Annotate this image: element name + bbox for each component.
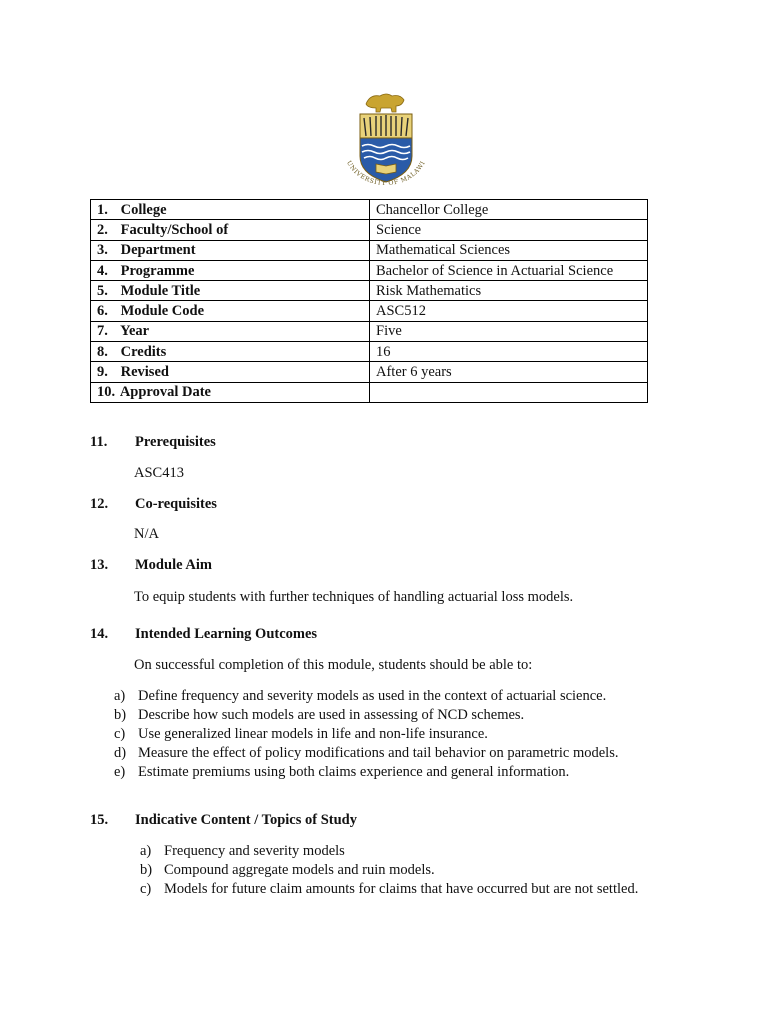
section-heading-indicative-content: 15. Indicative Content / Topics of Study (90, 812, 357, 828)
module-info-table (90, 199, 648, 403)
info-row-label: College (120, 201, 167, 218)
list-marker: c) (140, 881, 152, 897)
content-topic-item (140, 880, 638, 899)
module-aim-text: To equip students with further techniques of handling actuarial loss models. (134, 589, 574, 605)
info-value-cell: 16 (370, 342, 648, 362)
learning-outcome-item (114, 687, 618, 706)
info-row-number: 9. (97, 364, 108, 381)
info-value-cell (370, 382, 648, 402)
list-item-text: Estimate premiums using both claims experience and general information. (138, 764, 570, 780)
info-table-row (91, 362, 648, 382)
info-table-row (91, 342, 648, 362)
info-label-cell (91, 281, 370, 301)
learning-outcome-item (114, 744, 618, 763)
info-table-row (91, 301, 648, 321)
info-row-number: 2. (97, 221, 108, 238)
list-marker: c) (114, 726, 126, 742)
section-heading-learning-outcomes: 14. Intended Learning Outcomes (90, 626, 318, 642)
info-label-cell (91, 200, 370, 220)
info-label-cell (91, 382, 370, 402)
list-item-text: Frequency and severity models (164, 843, 345, 859)
info-value-cell: Five (370, 321, 648, 341)
list-marker: b) (140, 862, 153, 878)
learning-outcome-item (114, 763, 618, 782)
list-item-text: Use generalized linear models in life and non-life insurance. (138, 726, 488, 742)
info-label-cell (91, 260, 370, 280)
info-row-number: 6. (97, 303, 108, 320)
info-row-number: 10. (97, 384, 116, 401)
section-heading-module-aim: 13. Module Aim (90, 557, 212, 573)
info-row-label: Module Title (120, 282, 201, 299)
info-table-row (91, 260, 648, 280)
info-label-cell (91, 362, 370, 382)
list-item-text: Define frequency and severity models as used in the context of actuarial science. (138, 688, 607, 704)
learning-outcomes-list (114, 687, 618, 782)
list-marker: e) (114, 764, 126, 780)
info-label-cell (91, 321, 370, 341)
list-item-text: Describe how such models are used in assessing of NCD schemes. (138, 707, 525, 723)
info-table-row (91, 200, 648, 220)
info-row-label: Module Code (120, 303, 204, 320)
info-label-cell (91, 240, 370, 260)
crest-ring-text: UNIVERSITY OF MALAWI (345, 159, 427, 188)
info-value-cell: Science (370, 220, 648, 240)
info-row-label: Credits (120, 343, 167, 360)
section-heading-prerequisites: 11. Prerequisites (90, 434, 216, 450)
info-value-cell: After 6 years (370, 362, 648, 382)
list-marker: b) (114, 707, 127, 723)
list-item-text: Compound aggregate models and ruin models. (164, 862, 435, 878)
prerequisites-text: ASC413 (134, 465, 184, 481)
info-table-row (91, 240, 648, 260)
list-marker: a) (140, 843, 152, 859)
info-row-number: 1. (97, 201, 108, 218)
info-label-cell (91, 342, 370, 362)
indicative-content-list (140, 842, 638, 899)
info-value-cell: Bachelor of Science in Actuarial Science (370, 260, 648, 280)
info-row-label: Department (120, 242, 196, 259)
content-topic-item (140, 861, 638, 880)
list-item-text: Measure the effect of policy modifications and tail behavior on parametric models. (138, 745, 619, 761)
corequisites-text: N/A (134, 526, 159, 542)
info-table-row (91, 281, 648, 301)
info-row-label: Approval Date (119, 384, 211, 401)
info-label-cell (91, 220, 370, 240)
info-row-number: 3. (97, 242, 108, 259)
university-crest-logo (340, 90, 432, 198)
learning-outcomes-intro: On successful completion of this module, students should be able to: (134, 657, 533, 673)
info-value-cell: Mathematical Sciences (370, 240, 648, 260)
content-topic-item (140, 842, 638, 861)
list-item-text: Models for future claim amounts for claims that have occurred but are not settled. (164, 881, 639, 897)
info-row-label: Year (120, 323, 150, 340)
info-table-row (91, 220, 648, 240)
learning-outcome-item (114, 725, 618, 744)
info-row-label: Revised (120, 364, 169, 381)
info-row-number: 4. (97, 262, 108, 279)
info-value-cell: Risk Mathematics (370, 281, 648, 301)
info-table-row (91, 321, 648, 341)
learning-outcome-item (114, 706, 618, 725)
info-table-row (91, 382, 648, 402)
info-label-cell (91, 301, 370, 321)
section-heading-corequisites: 12. Co-requisites (90, 496, 217, 512)
info-row-number: 7. (97, 323, 108, 340)
info-row-label: Faculty/School of (120, 221, 229, 238)
info-row-number: 5. (97, 282, 108, 299)
info-row-label: Programme (120, 262, 195, 279)
info-value-cell: ASC512 (370, 301, 648, 321)
info-value-cell: Chancellor College (370, 200, 648, 220)
list-marker: d) (114, 745, 127, 761)
list-marker: a) (114, 688, 126, 704)
info-row-number: 8. (97, 343, 108, 360)
